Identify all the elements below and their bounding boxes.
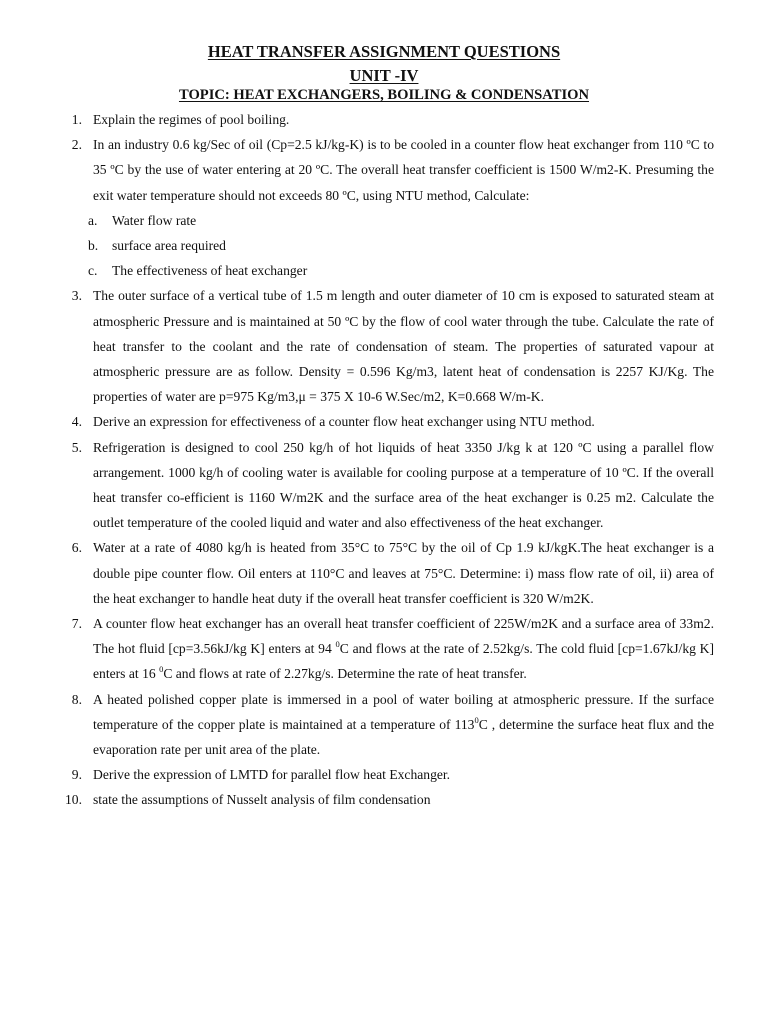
- question-number: 1.: [71, 112, 82, 127]
- question-text: The outer surface of a vertical tube of 1.5 m length and outer diameter of 10 cm is exposed to saturated steam at atmospheric Pressure and is maintained at 50 ºC by the flow of cool water through the tube. Calculate the rate of heat transfer to the coolant and the rate of condensation of steam. The properties of saturated vapour at atmospheric pressure are as follow. Density = 0.596 Kg/m3, latent heat of condensation is 2257 KJ/Kg. The properties of water are p=975 Kg/m3,μ = 375 X 10-6 W.Sec/m2, K=0.668 W/m-K.: [93, 288, 714, 405]
- question-text: In an industry 0.6 kg/Sec of oil (Cp=2.5 kJ/kg-K) is to be cooled in a counter flow heat exchanger from 110 ºC to 35 ºC by the use of water entering at 20 ºC. The overall heat transfer coefficient is 1500 W/m2-K. Presuming the exit water temperature should not exceeds 80 ºC, using NTU method, Calculate:: [93, 137, 714, 203]
- page-title: [0, 42, 768, 62]
- sub-item-b: [66, 233, 714, 258]
- question-text: Water at a rate of 4080 kg/h is heated from 35°C to 75°C by the oil of Cp 1.9 kJ/kgK.The heat exchanger is a double pipe counter flow. Oil enters at 110°C and leaves at 75°C. Determine: i) mass flow rate of oil, ii) area of the heat exchanger to handle heat duty if the overall heat transfer coefficient is 320 W/m2K.: [93, 540, 714, 606]
- sub-item-text: The effectiveness of heat exchanger: [112, 263, 308, 279]
- question-number: 3.: [71, 288, 82, 304]
- question-text-part: C , determine the surface heat flux and the evaporation rate per unit area of the plate.: [93, 716, 714, 758]
- sub-item-text: surface area required: [112, 238, 226, 254]
- sub-item-letter: c.: [88, 263, 98, 279]
- question-text-part: A heated polished copper plate is immersed in a pool of water boiling at atmospheric pressure. If the surface temperature of the copper plate is maintained at a temperature of 113: [93, 691, 714, 732]
- question-10: [66, 787, 714, 812]
- question-number: 7.: [71, 616, 82, 632]
- question-text: [93, 687, 714, 763]
- question-text: Explain the regimes of pool boiling.: [93, 112, 290, 127]
- question-number: 5.: [71, 439, 82, 455]
- question-number: 8.: [71, 691, 82, 707]
- degree-superscript: 0: [335, 639, 340, 650]
- question-6: [66, 535, 714, 611]
- question-text-part: A counter flow heat exchanger has an overall heat transfer coefficient of 225W/m2K and a surface area of 33m2. The hot fluid [cp=3.56kJ/kg K] enters at 94: [93, 616, 714, 657]
- question-text-part: C and flows at rate of 2.27kg/s. Determine the rate of heat transfer.: [163, 666, 527, 682]
- question-number: 10.: [65, 792, 82, 808]
- question-number: 2.: [71, 137, 82, 153]
- question-2: [66, 132, 714, 208]
- question-5: [66, 435, 714, 536]
- unit-heading-text: UNIT -IV: [349, 66, 419, 85]
- sub-item-a: [66, 208, 714, 233]
- sub-item-letter: a.: [88, 212, 98, 228]
- question-1: [66, 107, 714, 132]
- sub-item-text: Water flow rate: [112, 212, 197, 228]
- question-list: [66, 107, 714, 813]
- question-8: [66, 687, 714, 763]
- question-3: [66, 283, 714, 409]
- degree-superscript: 0: [474, 714, 479, 725]
- question-text-part: C and flows at the rate of 2.52kg/s. The cold fluid [cp=1.67kJ/kg K] enters at 16: [93, 641, 714, 682]
- topic-heading-text: TOPIC: HEAT EXCHANGERS, BOILING & CONDENSATION: [178, 87, 590, 103]
- question-text: Derive the expression of LMTD for parallel flow heat Exchanger.: [93, 767, 451, 783]
- question-text: Derive an expression for effectiveness of a counter flow heat exchanger using NTU method.: [93, 414, 595, 430]
- question-text: [93, 611, 714, 687]
- question-text: Refrigeration is designed to cool 250 kg/h of hot liquids of heat 3350 J/kg k at 120 ºC using a parallel flow arrangement. 1000 kg/h of cooling water is available for cooling purpose at a temperature of 10 ºC. If the overall heat transfer co-efficient is 1160 W/m2K and the surface area of the heat exchanger is 0.25 m2. Calculate the outlet temperature of the cooled liquid and water and also effectiveness of the heat exchanger.: [93, 439, 714, 531]
- sub-item-c: [66, 258, 714, 283]
- topic-heading: [0, 87, 768, 104]
- unit-heading: [0, 66, 768, 86]
- page-title-text: HEAT TRANSFER ASSIGNMENT QUESTIONS: [207, 42, 561, 61]
- question-7: [66, 611, 714, 687]
- question-number: 9.: [71, 767, 82, 783]
- question-number: 4.: [71, 414, 82, 430]
- question-9: [66, 762, 714, 787]
- question-4: [66, 409, 714, 434]
- question-number: 6.: [71, 540, 82, 556]
- question-text: state the assumptions of Nusselt analysis of film condensation: [93, 792, 431, 808]
- degree-superscript: 0: [159, 664, 164, 675]
- sub-item-letter: b.: [88, 238, 99, 254]
